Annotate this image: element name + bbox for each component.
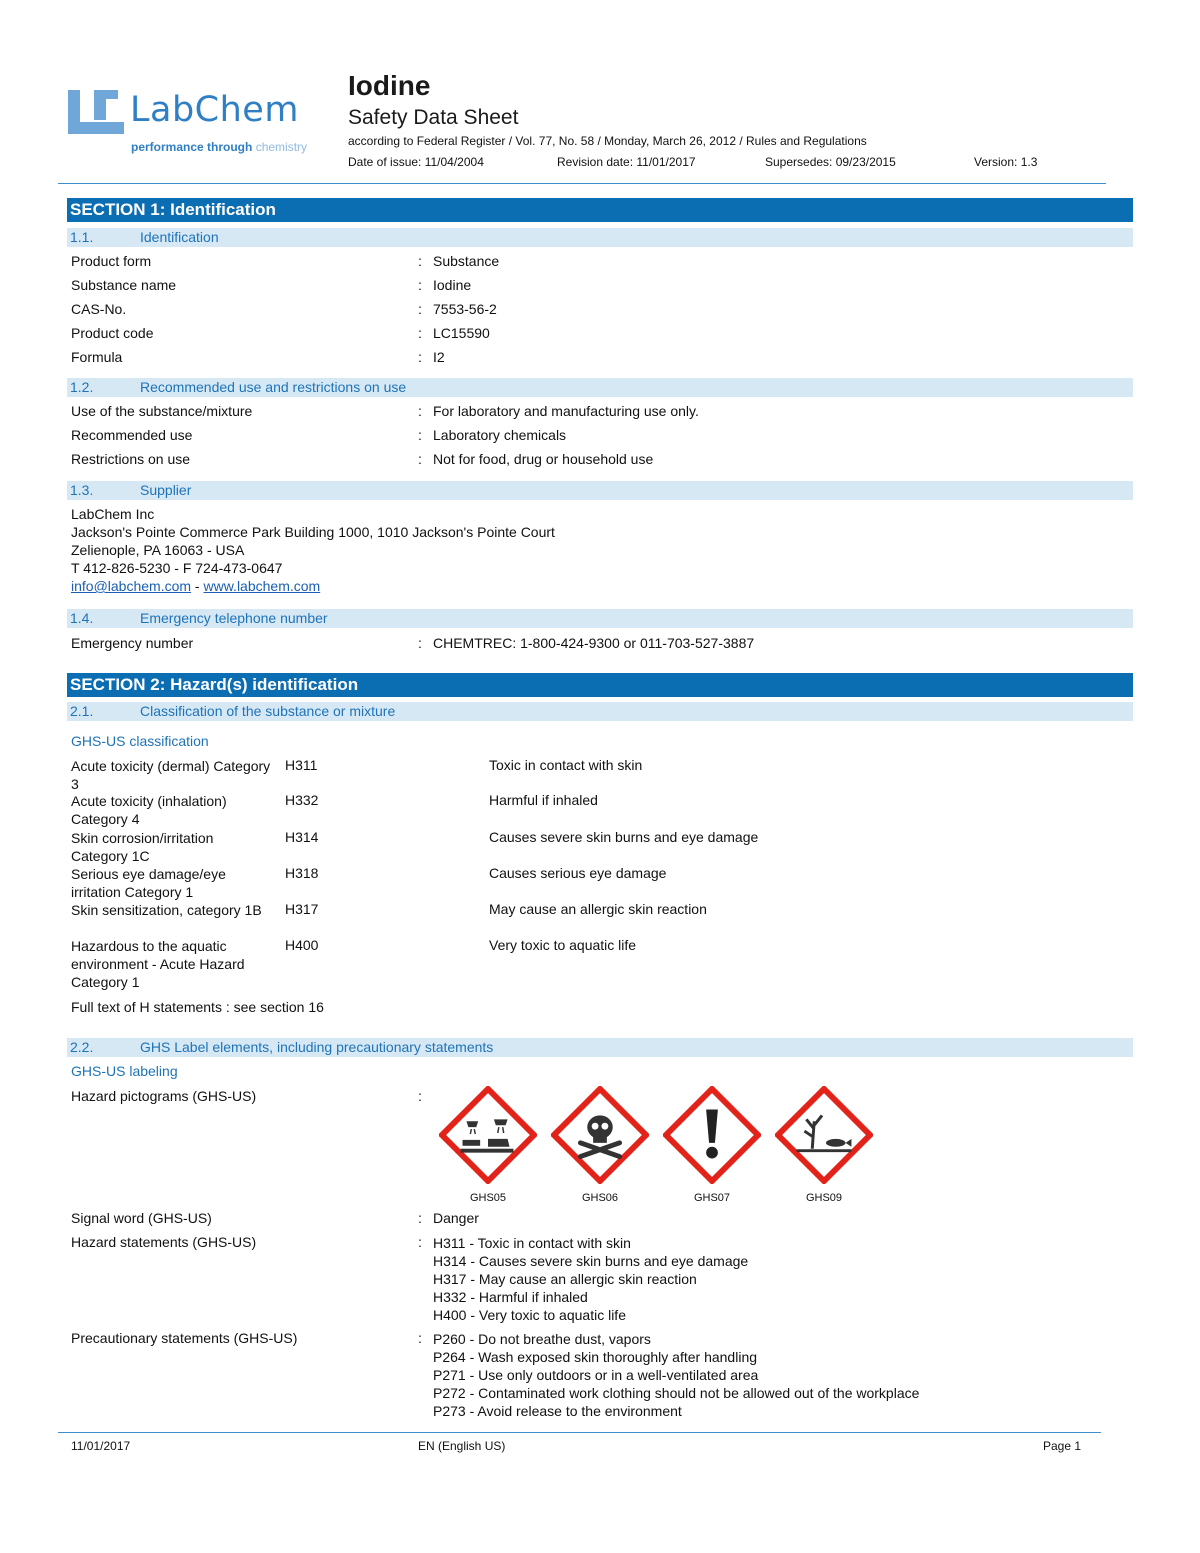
hazard-statement: H332 - Harmful if inhaled bbox=[433, 1289, 588, 1305]
precautionary-statement: P264 - Wash exposed skin thoroughly after handling bbox=[433, 1349, 758, 1365]
document-subtitle: Safety Data Sheet bbox=[348, 106, 519, 129]
precautionary-statements-label: Precautionary statements (GHS-US) bbox=[71, 1330, 298, 1346]
hazard-statement: H317 - May cause an allergic skin reaction bbox=[433, 1271, 697, 1287]
footer-page-number: Page 1 bbox=[1043, 1439, 1082, 1453]
colon: : bbox=[418, 1210, 422, 1226]
colon: : bbox=[418, 427, 422, 443]
header-divider bbox=[58, 183, 1106, 184]
colon: : bbox=[418, 1088, 422, 1104]
hazard-description: Causes severe skin burns and eye damage bbox=[489, 829, 759, 845]
supplier-company: LabChem Inc bbox=[71, 506, 155, 522]
pictogram-caption: GHS05 bbox=[469, 1192, 507, 1204]
field-value: CHEMTREC: 1-800-424-9300 or 011-703-527-3887 bbox=[433, 635, 755, 651]
subsection-number: 2.2. bbox=[70, 1039, 94, 1055]
precautionary-statement: P273 - Avoid release to the environment bbox=[433, 1403, 682, 1419]
pictogram-caption: GHS07 bbox=[693, 1192, 731, 1204]
supplier-block bbox=[71, 505, 555, 595]
hazard-code: H317 bbox=[285, 901, 319, 917]
version: Version: 1.3 bbox=[974, 155, 1038, 169]
colon: : bbox=[418, 277, 422, 293]
logo-tagline-part2: chemistry bbox=[255, 140, 308, 154]
hazard-class: Skin corrosion/irritation Category 1C bbox=[71, 830, 214, 864]
hazard-statement: H314 - Causes severe skin burns and eye damage bbox=[433, 1253, 749, 1269]
hazard-statement: H400 - Very toxic to aquatic life bbox=[433, 1307, 626, 1323]
field-label: Formula bbox=[71, 349, 123, 365]
subsection-1-1-bar bbox=[67, 228, 1133, 247]
environment-pictogram-icon bbox=[775, 1086, 873, 1184]
colon: : bbox=[418, 403, 422, 419]
document-title: Iodine bbox=[348, 70, 431, 101]
hazard-class: Acute toxicity (dermal) Category 3 bbox=[71, 758, 271, 792]
hazard-code: H318 bbox=[285, 865, 319, 881]
hazard-code: H400 bbox=[285, 937, 319, 953]
hazard-description: May cause an allergic skin reaction bbox=[489, 901, 707, 917]
field-label: Product code bbox=[71, 325, 154, 341]
field-label: CAS-No. bbox=[71, 301, 127, 317]
precautionary-statement: P260 - Do not breathe dust, vapors bbox=[433, 1331, 651, 1347]
supplier-website-link[interactable]: www.labchem.com bbox=[203, 578, 321, 594]
colon: : bbox=[418, 1330, 422, 1346]
hazard-statements-label: Hazard statements (GHS-US) bbox=[71, 1234, 257, 1250]
subsection-2-1-bar bbox=[67, 702, 1133, 721]
logo-wordmark: LabChem bbox=[130, 90, 299, 130]
field-label: Substance name bbox=[71, 277, 177, 293]
hazard-class: Skin sensitization, category 1B bbox=[71, 902, 262, 918]
field-value: For laboratory and manufacturing use only. bbox=[433, 403, 699, 419]
exclamation-mark-pictogram-icon bbox=[663, 1086, 761, 1184]
subsection-1-4-bar bbox=[67, 609, 1133, 628]
field-label: Emergency number bbox=[71, 635, 194, 651]
hazard-description: Very toxic to aquatic life bbox=[489, 937, 637, 953]
subsection-number: 1.2. bbox=[70, 379, 94, 395]
subsection-title: Supplier bbox=[140, 482, 192, 498]
footer-language: EN (English US) bbox=[418, 1439, 506, 1453]
regulatory-basis: according to Federal Register / Vol. 77, No. 58 / Monday, March 26, 2012 / Rules and Regulations bbox=[348, 134, 867, 148]
hazard-code: H311 bbox=[285, 757, 318, 773]
precautionary-statement: P272 - Contaminated work clothing should not be allowed out of the workplace bbox=[433, 1385, 920, 1401]
hazard-description: Toxic in contact with skin bbox=[489, 757, 643, 773]
subsection-title: Identification bbox=[140, 229, 219, 245]
skull-crossbones-pictogram-icon bbox=[551, 1086, 649, 1184]
colon: : bbox=[418, 301, 422, 317]
subsection-title: Recommended use and restrictions on use bbox=[140, 379, 407, 395]
field-value: I2 bbox=[433, 349, 445, 365]
supplier-email-link[interactable]: info@labchem.com bbox=[71, 578, 192, 594]
ghs-labeling-heading: GHS-US labeling bbox=[71, 1063, 178, 1079]
section-1-bar: SECTION 1: Identification bbox=[67, 198, 1133, 222]
pictograms-label: Hazard pictograms (GHS-US) bbox=[71, 1088, 257, 1104]
hazard-class: Acute toxicity (inhalation) Category 4 bbox=[71, 793, 227, 827]
hazard-class: Serious eye damage/eye irritation Category 1 bbox=[71, 866, 226, 900]
subsection-title: GHS Label elements, including precautionary statements bbox=[140, 1039, 494, 1055]
logo-tagline-part1: performance through bbox=[131, 140, 256, 154]
colon: : bbox=[418, 635, 422, 651]
footer-date: 11/01/2017 bbox=[71, 1439, 131, 1453]
supplier-links bbox=[71, 577, 555, 595]
subsection-title: Emergency telephone number bbox=[140, 610, 328, 626]
labchem-logo-icon bbox=[68, 88, 128, 136]
field-value: Not for food, drug or household use bbox=[433, 451, 654, 467]
logo-tagline bbox=[131, 140, 307, 154]
field-label: Restrictions on use bbox=[71, 451, 191, 467]
pictogram-caption: GHS09 bbox=[805, 1192, 843, 1204]
hazard-statements-list bbox=[433, 1234, 748, 1324]
full-text-note: Full text of H statements : see section 16 bbox=[71, 999, 324, 1015]
field-label: Product form bbox=[71, 253, 152, 269]
precautionary-statement: P271 - Use only outdoors or in a well-ventilated area bbox=[433, 1367, 759, 1383]
link-separator: - bbox=[191, 578, 204, 594]
field-value: 7553-56-2 bbox=[433, 301, 497, 317]
hazard-class: Hazardous to the aquatic environment - Acute Hazard Category 1 bbox=[71, 938, 245, 990]
field-value: LC15590 bbox=[433, 325, 490, 341]
colon: : bbox=[418, 325, 422, 341]
field-label: Use of the substance/mixture bbox=[71, 403, 253, 419]
subsection-number: 2.1. bbox=[70, 703, 94, 719]
supplier-address-2: Zelienople, PA 16063 - USA bbox=[71, 542, 245, 558]
hazard-code: H314 bbox=[285, 829, 319, 845]
field-value: Iodine bbox=[433, 277, 472, 293]
revision-date: Revision date: 11/01/2017 bbox=[557, 155, 696, 169]
field-value: Substance bbox=[433, 253, 500, 269]
hazard-description: Causes serious eye damage bbox=[489, 865, 667, 881]
supplier-address-1: Jackson's Pointe Commerce Park Building 1000, 1010 Jackson's Pointe Court bbox=[71, 524, 555, 540]
hazard-statement: H311 - Toxic in contact with skin bbox=[433, 1235, 631, 1251]
field-label: Recommended use bbox=[71, 427, 193, 443]
pictogram-caption: GHS06 bbox=[581, 1192, 619, 1204]
supersedes: Supersedes: 09/23/2015 bbox=[765, 155, 896, 169]
hazard-description: Harmful if inhaled bbox=[489, 792, 598, 808]
corrosion-pictogram-icon bbox=[439, 1086, 537, 1184]
subsection-number: 1.3. bbox=[70, 482, 94, 498]
colon: : bbox=[418, 253, 422, 269]
supplier-phone: T 412-826-5230 - F 724-473-0647 bbox=[71, 560, 283, 576]
subsection-title: Classification of the substance or mixture bbox=[140, 703, 396, 719]
footer-divider bbox=[58, 1432, 1101, 1433]
ghs-classification-heading: GHS-US classification bbox=[71, 733, 209, 749]
field-value: Laboratory chemicals bbox=[433, 427, 567, 443]
subsection-number: 1.4. bbox=[70, 610, 94, 626]
date-of-issue: Date of issue: 11/04/2004 bbox=[348, 155, 484, 169]
subsection-2-2-bar bbox=[67, 1038, 1133, 1057]
labchem-logo bbox=[68, 88, 343, 158]
signal-word-value: Danger bbox=[433, 1210, 479, 1226]
section-2-bar: SECTION 2: Hazard(s) identification bbox=[67, 673, 1133, 697]
subsection-number: 1.1. bbox=[70, 229, 94, 245]
precautionary-statements-list bbox=[433, 1330, 919, 1420]
hazard-code: H332 bbox=[285, 792, 319, 808]
colon: : bbox=[418, 1234, 422, 1250]
subsection-1-2-bar bbox=[67, 378, 1133, 397]
subsection-1-3-bar bbox=[67, 481, 1133, 500]
signal-word-label: Signal word (GHS-US) bbox=[71, 1210, 212, 1226]
colon: : bbox=[418, 349, 422, 365]
colon: : bbox=[418, 451, 422, 467]
